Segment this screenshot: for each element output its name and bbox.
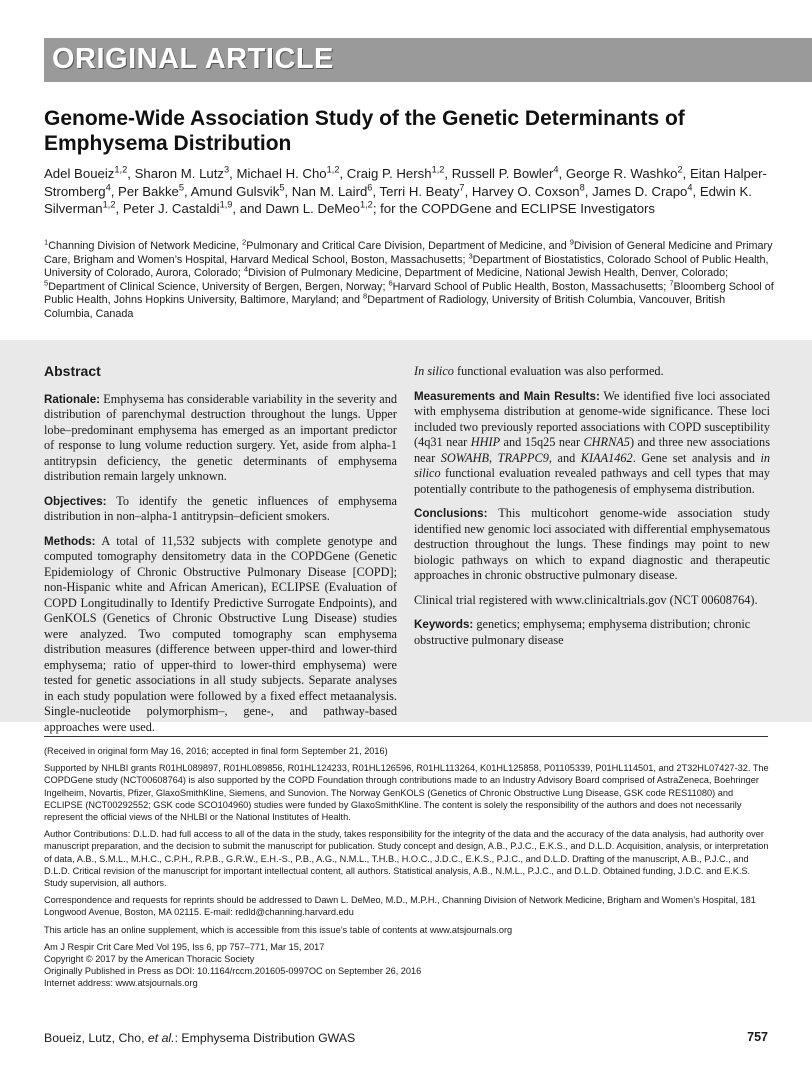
author-name: Per Bakke [118, 183, 179, 199]
author-name: George R. Washko [565, 166, 678, 181]
author-name: Michael H. Cho [236, 166, 327, 181]
author-separator: , [682, 166, 690, 181]
gene-name: SOWAHB [440, 450, 490, 465]
author-name: Sharon M. Lutz [134, 166, 224, 181]
affiliation-mark: 6 [388, 278, 393, 288]
keywords-text: genetics; emphysema; emphysema distribution; chronic obstructive pulmonary disease [414, 617, 751, 647]
results-text: functional evaluation revealed pathways and cell types that may potentially contribute to the pathogenesis of emphysema distribution. [414, 466, 770, 496]
author-affiliation-mark: 1,2 [114, 164, 128, 175]
author-affiliation-mark: 6 [367, 182, 373, 193]
abstract-left-column [44, 364, 397, 744]
author-separator: , [110, 183, 119, 199]
gene-name: KIAA1462 [580, 450, 633, 465]
author-affiliation-mark: 5 [279, 182, 285, 193]
results-text: ) and three new associations near [414, 435, 770, 465]
author-affiliation-mark: 7 [459, 182, 465, 193]
author-affiliation-mark: 3 [224, 164, 230, 175]
author-separator: , [184, 183, 191, 199]
footnote-divider [44, 736, 768, 737]
clinical-trial-registration: Clinical trial registered with www.clinicaltrials.gov (NCT 00608764). [414, 592, 758, 607]
affiliation-text: Harvard School of Public Health, Boston, Massachusetts; [392, 280, 670, 293]
keywords-paragraph [414, 617, 770, 648]
conclusions-text: This multicohort genome-wide association study identified new genomic loci associated with differential emphysematous destruction throughout the lungs. These findings may point to new biologic pathways on which to expand diagnostic and therapeutic approaches in chronic obstructive pulmonary disease. [414, 506, 770, 582]
author-name: Nan M. Laird [291, 183, 368, 199]
citation-line: Am J Respir Crit Care Med Vol 195, Iss 6, pp 757–771, Mar 15, 2017 [44, 941, 325, 952]
affiliation-mark: 2 [242, 237, 247, 247]
affiliation-mark: 3 [468, 251, 473, 260]
rationale-paragraph [44, 392, 397, 485]
objectives-text: To identify the genetic influences of emphysema distribution in non–alpha-1 antitrypsin–deficient smokers. [44, 493, 397, 523]
article-type-label: ORIGINAL ARTICLE [52, 43, 334, 75]
author-name: James D. Crapo [592, 183, 688, 199]
affiliation-text: Channing Division of Network Medicine, [48, 240, 243, 252]
author-separator: , [558, 166, 566, 181]
article-title: Genome-Wide Association Study of the Genetic Determinants of Emphysema Distribution [44, 107, 685, 155]
affiliation-text: Department of Clinical Science, University of Bergen, Bergen, Norway; [48, 280, 389, 293]
internet-address-line: Internet address: www.atsjournals.org [44, 978, 198, 989]
conclusions-paragraph [414, 506, 770, 584]
affiliation-text: Division of Pulmonary Medicine, Department of Medicine, National Jewish Health, Denver, Colorado; [248, 267, 729, 280]
author-name: Terri H. Beaty [379, 183, 460, 199]
author-name: Craig P. Hersh [346, 166, 432, 181]
author-list [44, 165, 769, 218]
running-head [44, 1031, 355, 1045]
results-text: We identified five loci associated with emphysema distribution at genome-wide significance. These loci included two previously reported associations with COPD susceptibility (4q31 near [414, 388, 770, 449]
correspondence-note: Correspondence and requests for reprints should be addressed to Dawn L. DeMeo, M.D., M.P.H., Channing Division of Network Medicine, Brigham and Women’s Hospital, 181 Longwood Avenue, Boston, MA 02115. E-mail: redld@channing.harvard.edu [44, 895, 756, 918]
author-affiliation-mark: 2 [677, 164, 683, 175]
author-name: Peter J. Castaldi [122, 201, 220, 216]
running-head-authors: Boueiz, Lutz, Cho, [44, 1031, 148, 1045]
objectives-paragraph [44, 494, 397, 525]
author-separator: , [127, 166, 135, 181]
keywords-label: Keywords: [414, 618, 474, 631]
author-separator: , [284, 183, 292, 199]
rationale-text: Emphysema has considerable variability in the severity and distribution of parenchymal destruction throughout the lungs. Upper lobe–predominant emphysema has emerged as an important predictor of response to lung volume reduction surgery. Yet, aside from alpha-1 antitrypsin deficiency, the genetic determinants of emphysema distribution remain largely unknown. [44, 391, 397, 483]
in-silico-term: in silico [414, 450, 771, 480]
results-paragraph [414, 389, 770, 498]
affiliation-mark: 8 [363, 291, 368, 301]
author-affiliation-mark: 1,2 [102, 199, 116, 210]
author-affiliation-mark: 1,2 [359, 199, 373, 210]
results-text: , [489, 450, 498, 465]
supplement-note: This article has an online supplement, which is accessible from this issue’s table of contents at www.atsjournals.org [44, 924, 513, 935]
methods-end: functional evaluation was also performed. [453, 364, 664, 378]
affiliations [44, 237, 774, 322]
author-separator: , [339, 166, 347, 181]
author-separator: , [372, 183, 380, 199]
results-text: . Gene set analysis and [632, 450, 761, 465]
page-number: 757 [747, 1030, 768, 1044]
author-separator: , and [232, 201, 266, 216]
affiliation-text: Pulmonary and Critical Care Division, Department of Medicine, and [246, 240, 570, 252]
affiliation-mark: 5 [44, 278, 49, 288]
affiliation-text: Bloomberg School of Public Health, Johns Hopkins University, Baltimore, Maryland; and [44, 280, 774, 307]
author-affiliation-mark: 4 [105, 182, 111, 193]
author-affiliation-mark: 5 [178, 182, 185, 193]
gene-name: HHIP [470, 435, 501, 449]
running-head-title: : Emphysema Distribution GWAS [174, 1031, 356, 1045]
author-affiliation-mark: 4 [553, 164, 559, 175]
author-separator: , [229, 166, 237, 181]
author-separator: , [115, 201, 123, 216]
author-separator: , [464, 183, 472, 199]
methods-label: Methods: [44, 534, 96, 548]
author-name: Edwin K. Silverman [44, 183, 752, 216]
support-note: Supported by NHLBI grants R01HL089897, R01HL089856, R01HL124233, R01HL126596, R01HL113264, K01HL125858, P01105339, P01HL114501, and 2T32HL07427-32. The COPDGene study (NCT00608764) is also supported by the COPD Foundation through contributions made to an Industry Advisory Board comprised of AstraZeneca, Boehringer Ingelheim, Novartis, Pfizer, GlaxoSmithKline, Siemens, and Sunovion. The Norway GenKOLS (Genetics of Chronic Obstructive Lung Disease, GSK code RES11080) and ECLIPSE (NCT00292552; GSK code SCO104960) studies were funded by GlaxoSmithKline. The content is solely the responsibility of the authors and does not necessarily represent the official views of the NHLBI or the National Institutes of Health. [44, 763, 769, 823]
author-name: Adel Boueiz [44, 166, 115, 181]
methods-italic: In silico [414, 364, 454, 378]
author-affiliation-mark: 1,9 [219, 199, 233, 210]
results-label: Measurements and Main Results: [414, 389, 600, 403]
author-name: Russell P. Bowler [451, 166, 554, 181]
results-text: and 15q25 near [500, 435, 584, 449]
running-head-etal: et al. [147, 1031, 175, 1045]
abstract-right-column [414, 364, 770, 657]
author-affiliation-mark: 8 [579, 182, 585, 193]
affiliation-mark: 9 [569, 237, 574, 247]
author-affiliation-mark: 1,2 [326, 164, 340, 175]
author-contributions-note: Author Contributions: D.L.D. had full access to all of the data in the study, takes responsibility for the integrity of the data and the accuracy of the data analysis, had authority over manuscript preparation, and the decision to submit the manuscript for publication. Study concept and design, A.B., P.J.C., E.K.S., and D.L.D. Acquisition, analysis, or interpretation of data, A.B., S.M.L., M.H.C., C.P.H., R.P.B., G.R.W., E.H.-S., P.B., A.G., N.M.L., T.H.B., H.O.C., J.D.C., E.K.S., P.J.C., and D.L.D. Drafting of the manuscript, A.B., P.J.C., and D.L.D. Critical revision of the manuscript for important intellectual content, all authors. Statistical analysis, A.B., N.M.L., P.J.C., and D.L.D. Obtained funding, J.D.C. and E.K.S. Study supervision, all authors. [44, 829, 769, 889]
footnotes [44, 745, 770, 990]
gene-name: CHRNA5 [583, 435, 630, 449]
objectives-label: Objectives: [44, 494, 107, 508]
results-text: , and [548, 450, 581, 465]
author-name: Harvey O. Coxson [471, 183, 580, 199]
rationale-label: Rationale: [44, 392, 101, 406]
author-affiliation-mark: 1,2 [431, 164, 445, 175]
copyright-line: Copyright © 2017 by the American Thoracic Society [44, 954, 255, 965]
author-affiliation-mark: 4 [687, 182, 693, 193]
affiliation-mark: 4 [243, 264, 249, 274]
affiliation-text: Department of Biostatistics, Colorado School of Public Health, University of Colorado, Aurora, Colorado; [44, 253, 769, 280]
author-separator: , [692, 183, 700, 199]
author-name: Eitan Halper-Stromberg [44, 166, 767, 199]
affiliation-mark: 1 [44, 237, 49, 247]
gene-name: TRAPPC9 [497, 450, 549, 465]
conclusions-label: Conclusions: [414, 507, 488, 520]
affiliation-text: Division of General Medicine and Primary Care, Brigham and Women’s Hospital, Harvard Medical School, Boston, Massachusetts; [44, 240, 773, 266]
author-separator: ; for the COPDGene and ECLIPSE Investigators [372, 201, 656, 216]
published-line: Originally Published in Press as DOI: 10.1164/rccm.201605-0997OC on September 26, 2016 [44, 966, 422, 977]
affiliation-text: Department of Radiology, University of British Columbia, Vancouver, British Columbia, Canada [44, 294, 726, 320]
received-note: (Received in original form May 16, 2016; accepted in final form September 21, 2016) [44, 746, 388, 756]
abstract-heading: Abstract [44, 363, 101, 379]
methods-text: A total of 11,532 subjects with complete genotype and computed tomography densitometry data in the COPDGene (Genetic Epidemiology of Chronic Obstructive Pulmonary Disease [COPD]; non-Hispanic white and African American), ECLIPSE (Evaluation of COPD Longitudinally to Identify Predictive Surrogate Endpoints), and GenKOLS (Genetics of Chronic Obstructive Lung Disease) studies were analyzed. Two computed tomography scan emphysema distribution measures (difference between upper-third and lower-third emphysema; ratio of upper-third to lower-third emphysema) were tested for genetic associations in all study subjects. Separate analyses in each study population were followed by a fixed effect metaanalysis. Single-nucleotide polymorphism–, gene-, and pathway-based approaches were used. [44, 533, 397, 734]
article-type-banner [44, 38, 812, 82]
author-name: Amund Gulsvik [190, 183, 280, 199]
affiliation-mark: 7 [669, 278, 674, 288]
methods-paragraph [44, 534, 397, 736]
author-name: Dawn L. DeMeo [265, 201, 360, 216]
methods-continued [414, 364, 770, 380]
author-separator: , [444, 166, 452, 181]
author-separator: , [584, 183, 593, 199]
